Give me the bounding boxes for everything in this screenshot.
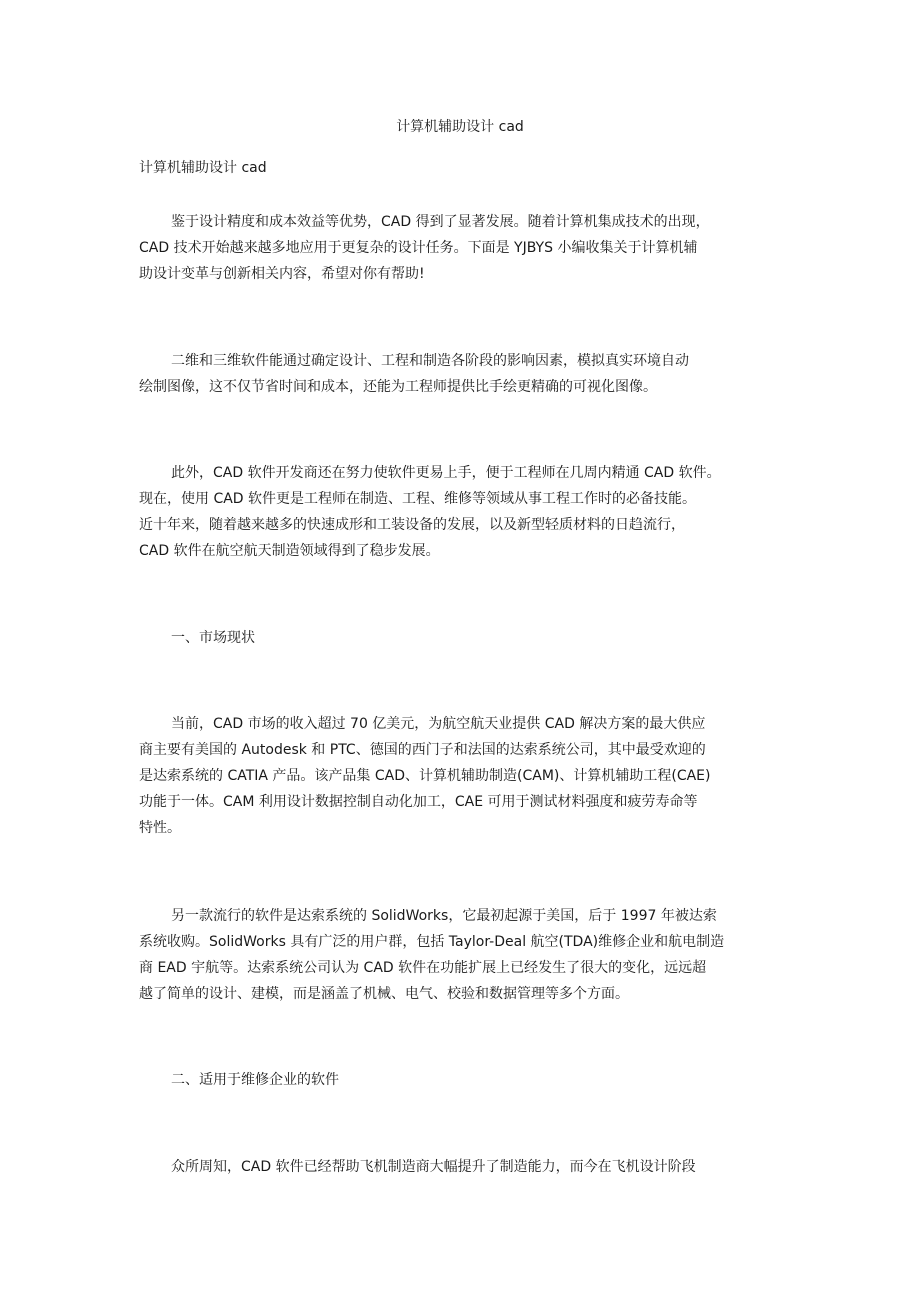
paragraph-line: 特性。 [139,820,181,836]
paragraph-line: 另一款流行的软件是达索系统的 SolidWorks，它最初起源于美国，后于 1997 年被达索 [171,908,717,924]
paragraph-line: 现在，使用 CAD 软件更是工程师在制造、工程、维修等领域从事工程工作时的必备技能。 [139,491,697,507]
paragraph-line: 当前，CAD 市场的收入超过 70 亿美元，为航空航天业提供 CAD 解决方案的最大供应 [171,716,706,732]
paragraph-line: 商 EAD 宇航等。达索系统公司认为 CAD 软件在功能扩展上已经发生了很大的变化，远远超 [139,960,707,976]
paragraph-developers [139,460,784,564]
paragraph-intro [139,209,784,287]
paragraph-line: 绘制图像，这不仅节省时间和成本，还能为工程师提供比手绘更精确的可视化图像。 [139,379,657,395]
paragraph-line: 二维和三维软件能通过确定设计、工程和制造各阶段的影响因素，模拟真实环境自动 [171,353,689,369]
paragraph-line: 众所周知，CAD 软件已经帮助飞机制造商大幅提升了制造能力，而今在飞机设计阶段 [171,1159,696,1175]
paragraph-line: 此外，CAD 软件开发商还在努力使软件更易上手，便于工程师在几周内精通 CAD 软件。 [171,465,721,481]
paragraph-line: 近十年来，随着越来越多的快速成形和工装设备的发展，以及新型轻质材料的日趋流行， [139,517,685,533]
section-heading-line: 一、市场现状 [171,630,255,646]
section-heading-maintenance [139,1067,784,1093]
paragraph-line: CAD 软件在航空航天制造领域得到了稳步发展。 [139,543,440,559]
subtitle-line: 计算机辅助设计 cad [139,160,267,176]
paragraph-line: 商主要有美国的 Autodesk 和 PTC、德国的西门子和法国的达索系统公司，其中最受欢迎的 [139,742,706,758]
paragraph-line: 越了简单的设计、建模，而是涵盖了机械、电气、校验和数据管理等多个方面。 [139,986,629,1002]
paragraph-line: 鉴于设计精度和成本效益等优势，CAD 得到了显著发展。随着计算机集成技术的出现， [171,214,710,230]
section-heading-line: 二、适用于维修企业的软件 [171,1072,339,1088]
paragraph-line: 系统收购。SolidWorks 具有广泛的用户群，包括 Taylor-Deal 航空(TDA)维修企业和航电制造 [139,934,725,950]
document-title: 计算机辅助设计 cad [396,119,524,135]
paragraph-maintenance [139,1154,784,1180]
paragraph-line: 助设计变革与创新相关内容，希望对你有帮助! [139,266,425,282]
paragraph-2d-3d [139,348,784,400]
document-subtitle [139,155,784,181]
section-heading-market [139,625,784,651]
paragraph-line: CAD 技术开始越来越多地应用于更复杂的设计任务。下面是 YJBYS 小编收集关于计算机辅 [139,240,698,256]
paragraph-market [139,711,784,841]
paragraph-line: 功能于一体。CAM 利用设计数据控制自动化加工，CAE 可用于测试材料强度和疲劳寿命等 [139,794,698,810]
paragraph-line: 是达索系统的 CATIA 产品。该产品集 CAD、计算机辅助制造(CAM)、计算机辅助工程(CAE) [139,768,711,784]
paragraph-solidworks [139,903,784,1007]
